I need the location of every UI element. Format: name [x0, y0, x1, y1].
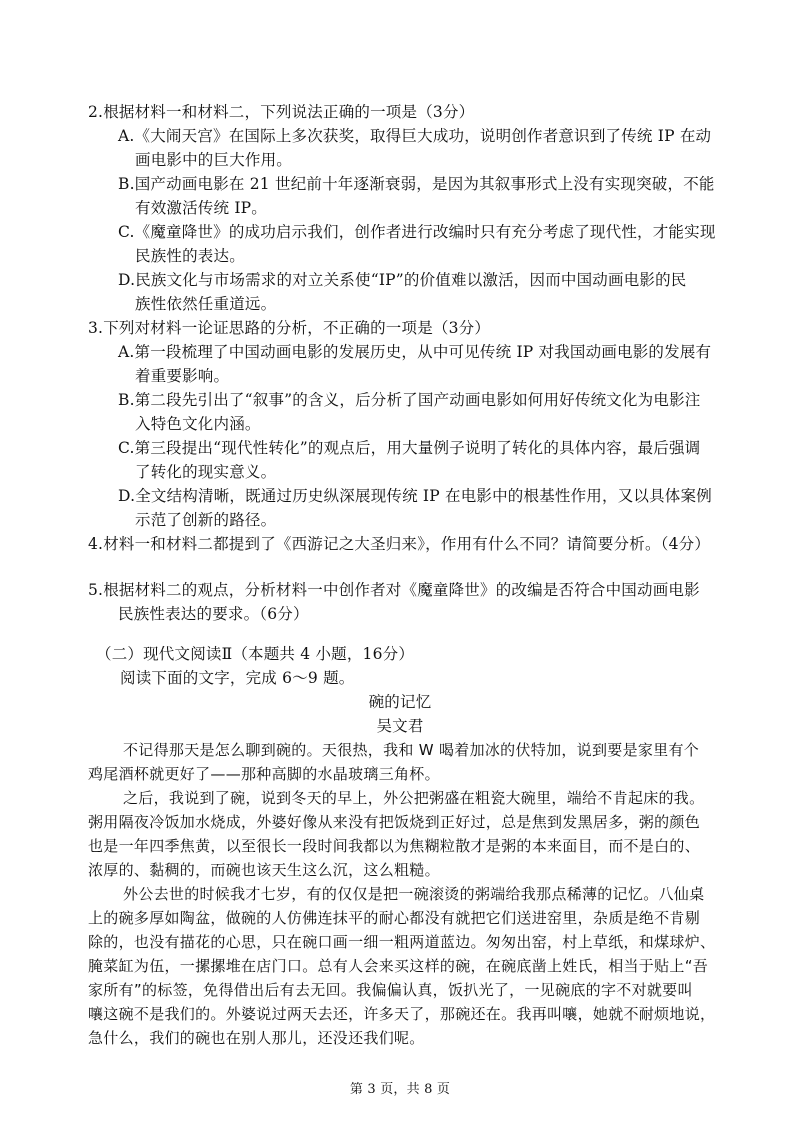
article-paragraph-3-line-2: 上的碗多厚如陶盆，做碗的人仿佛连抹平的耐心都没有就把它们送进窑里，杂质是绝不肯剔	[88, 909, 701, 927]
question-5-stem: 5.根据材料二的观点，分析材料一中创作者对《魔童降世》的改编是否符合中国动画电影	[88, 581, 700, 599]
question-2-option-a: A.《大闹天宫》在国际上多次获奖，取得巨大成功，说明创作者意识到了传统 IP 在动	[118, 127, 712, 145]
question-3-stem: 3.下列对材料一论证思路的分析，不正确的一项是（3分）	[88, 319, 491, 337]
question-2-option-b-cont: 有效激活传统 IP。	[135, 199, 267, 217]
question-2-option-d-cont: 族性依然任重道远。	[135, 295, 277, 313]
question-2-stem: 2.根据材料一和材料二，下列说法正确的一项是（3分）	[88, 103, 475, 121]
article-paragraph-3-line-6: 嚷这碗不是我们的。外婆说过两天去还，许多天了，那碗还在。我再叫嚷，她就不耐烦地说，	[88, 1005, 716, 1023]
question-3-option-d-cont: 示范了创新的路径。	[135, 511, 277, 529]
article-paragraph-2-line-3: 也是一年四季焦黄，以至很长一段时间我都以为焦糊粒散才是粥的本来面目，而不是白的、	[88, 837, 701, 855]
question-2-option-a-cont: 画电影中的巨大作用。	[135, 151, 293, 169]
question-3-option-b: B.第二段先引出了“叙事”的含义，后分析了国产动画电影如何用好传统文化为电影注	[118, 391, 701, 409]
question-3-option-a-cont: 着重要影响。	[135, 367, 230, 385]
question-3-option-d: D.全文结构清晰，既通过历史纵深展现传统 IP 在电影中的根基性作用，又以具体案例	[118, 487, 712, 505]
page-footer: 第 3 页，共 8 页	[349, 1082, 451, 1097]
article-title: 碗的记忆	[368, 693, 432, 711]
question-2-option-c-cont: 民族性的表达。	[135, 247, 245, 265]
article-paragraph-3-line-5: 家所有”的标签，免得借出后有去无回。我偏偏认真，饭扒光了，一见碗底的字不对就要叫	[88, 981, 693, 999]
article-paragraph-1-line-2: 鸡尾酒杯就更好了——那种高脚的水晶玻璃三角杯。	[88, 765, 440, 783]
question-3-option-a: A.第一段梳理了中国动画电影的发展历史，从中可见传统 IP 对我国动画电影的发展有	[118, 343, 712, 361]
article-paragraph-3-line-7: 急什么，我们的碗也在别人那儿，还没还我们呢。	[88, 1029, 425, 1047]
question-3-option-c-cont: 了转化的现实意义。	[135, 463, 277, 481]
question-5-stem-cont: 民族性表达的要求。（6分）	[118, 605, 309, 623]
question-3-option-b-cont: 入特色文化内涵。	[135, 415, 261, 433]
article-paragraph-3-line-3: 除的，也没有描花的心思，只在碗口画一细一粗两道蓝边。匆匆出窑，村上草纸，和煤球炉、	[88, 933, 716, 951]
article-paragraph-1-line-1: 不记得那天是怎么聊到碗的。天很热，我和 W 喝着加冰的伏特加，说到要是家里有个	[123, 741, 700, 759]
article-paragraph-2-line-4: 浓厚的、黏稠的，而碗也该天生这么沉，这么粗糙。	[88, 861, 440, 879]
article-paragraph-2-line-2: 粥用隔夜冷饭加水烧成，外婆好像从来没有把饭烧到正好过，总是焦到发黑居多，粥的颜色	[88, 813, 701, 831]
article-paragraph-2-line-1: 之后，我说到了碗，说到冬天的早上，外公把粥盛在粗瓷大碗里，端给不肯起床的我。	[123, 789, 705, 807]
article-paragraph-3-line-1: 外公去世的时候我才七岁，有的仅仅是把一碗滚烫的粥端给我那点稀薄的记忆。八仙桌	[123, 885, 705, 903]
article-paragraph-3-line-4: 腌菜缸为伍，一摞摞堆在店门口。总有人会来买这样的碗，在碗底凿上姓氏，相当于贴上“吾	[88, 957, 709, 975]
article-author: 吴文君	[376, 717, 424, 735]
question-3-option-c: C.第三段提出“现代性转化”的观点后，用大量例子说明了转化的具体内容，最后强调	[118, 439, 701, 457]
question-2-option-b: B.国产动画电影在 21 世纪前十年逐渐衰弱，是因为其叙事形式上没有实现突破，不能	[118, 175, 715, 193]
section-instruction: 阅读下面的文字，完成 6～9 题。	[120, 669, 355, 687]
section-heading: （二）现代文阅读Ⅱ（本题共 4 小题，16分）	[96, 645, 415, 663]
question-2-option-d: D.民族文化与市场需求的对立关系使“IP”的价值难以激活，因而中国动画电影的民	[118, 271, 687, 289]
question-4-stem: 4.材料一和材料二都提到了《西游记之大圣归来》，作用有什么不同？请简要分析。（4分）	[88, 535, 711, 553]
question-2-option-c: C.《魔童降世》的成功启示我们，创作者进行改编时只有充分考虑了现代性，才能实现	[118, 223, 716, 241]
